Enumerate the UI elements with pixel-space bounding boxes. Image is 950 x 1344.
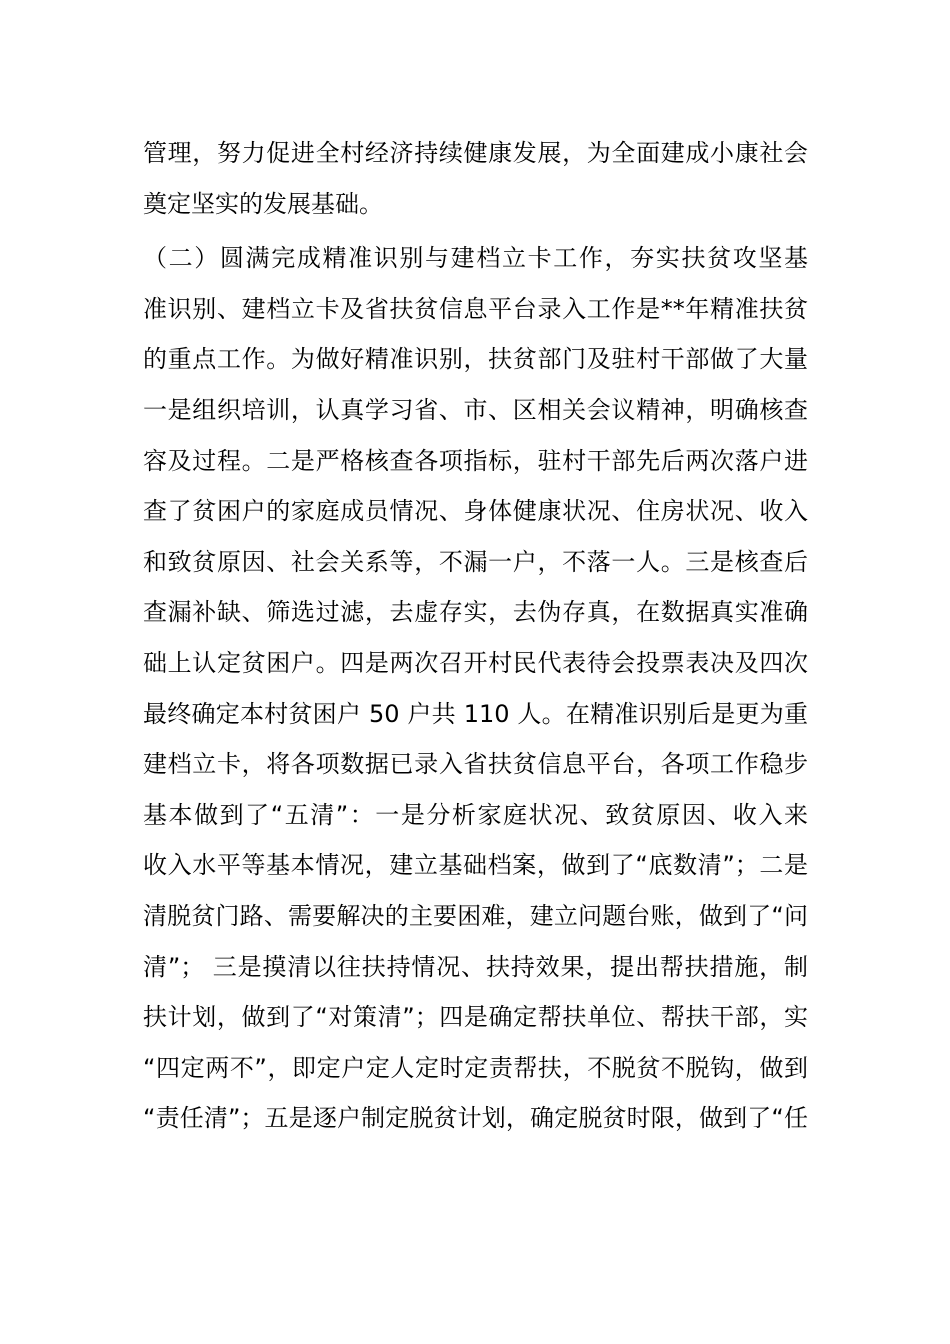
text-line: 最终确定本村贫困户 50 户共 110 人。在精准识别后是更为重 xyxy=(143,699,808,728)
text-line: 查了贫困户的家庭成员情况、身体健康状况、住房状况、收入 xyxy=(143,497,808,526)
text-line: 础上认定贫困户。四是两次召开村民代表待会投票表决及四次 xyxy=(143,648,808,677)
text-line: 收入水平等基本情况，建立基础档案，做到了“底数清”；二是 xyxy=(143,851,808,880)
text-line: 容及过程。二是严格核查各项指标，驻村干部先后两次落户进 xyxy=(143,446,808,475)
text-line: 扶计划，做到了“对策清”；四是确定帮扶单位、帮扶干部，实 xyxy=(143,1003,808,1032)
text-line: 和致贫原因、社会关系等，不漏一户，不落一人。三是核查后 xyxy=(143,547,808,576)
text-line: 查漏补缺、筛选过滤，去虚存实，去伪存真，在数据真实准确 xyxy=(143,598,808,627)
text-line: 管理，努力促进全村经济持续健康发展，为全面建成小康社会 xyxy=(143,139,808,167)
text-line: 基本做到了“五清”：一是分析家庭状况、致贫原因、收入来 xyxy=(143,800,808,829)
body-text xyxy=(143,128,808,1144)
text-line: 奠定坚实的发展基础。 xyxy=(143,189,383,218)
text-line: 建档立卡，将各项数据已录入省扶贫信息平台，各项工作稳步 xyxy=(143,750,808,779)
text-line: “四定两不”，即定户定人定时定责帮扶，不脱贫不脱钩，做到 xyxy=(143,1053,808,1082)
text-line: 准识别、建档立卡及省扶贫信息平台录入工作是**年精准扶贫 xyxy=(143,294,808,323)
text-line: 的重点工作。为做好精准识别，扶贫部门及驻村干部做了大量 xyxy=(143,345,808,374)
text-line: 清脱贫门路、需要解决的主要困难，建立问题台账，做到了“问 xyxy=(143,901,808,930)
paragraph-heading-line: （二）圆满完成精准识别与建档立卡工作，夯实扶贫攻坚基 xyxy=(143,244,808,273)
text-line: 清”； 三是摸清以往扶持情况、扶持效果，提出帮扶措施，制 xyxy=(143,952,808,981)
text-line: 一是组织培训，认真学习省、市、区相关会议精神，明确核查 xyxy=(143,395,808,424)
text-line: “责任清”；五是逐户制定脱贫计划，确定脱贫时限，做到了“任 xyxy=(143,1104,808,1133)
